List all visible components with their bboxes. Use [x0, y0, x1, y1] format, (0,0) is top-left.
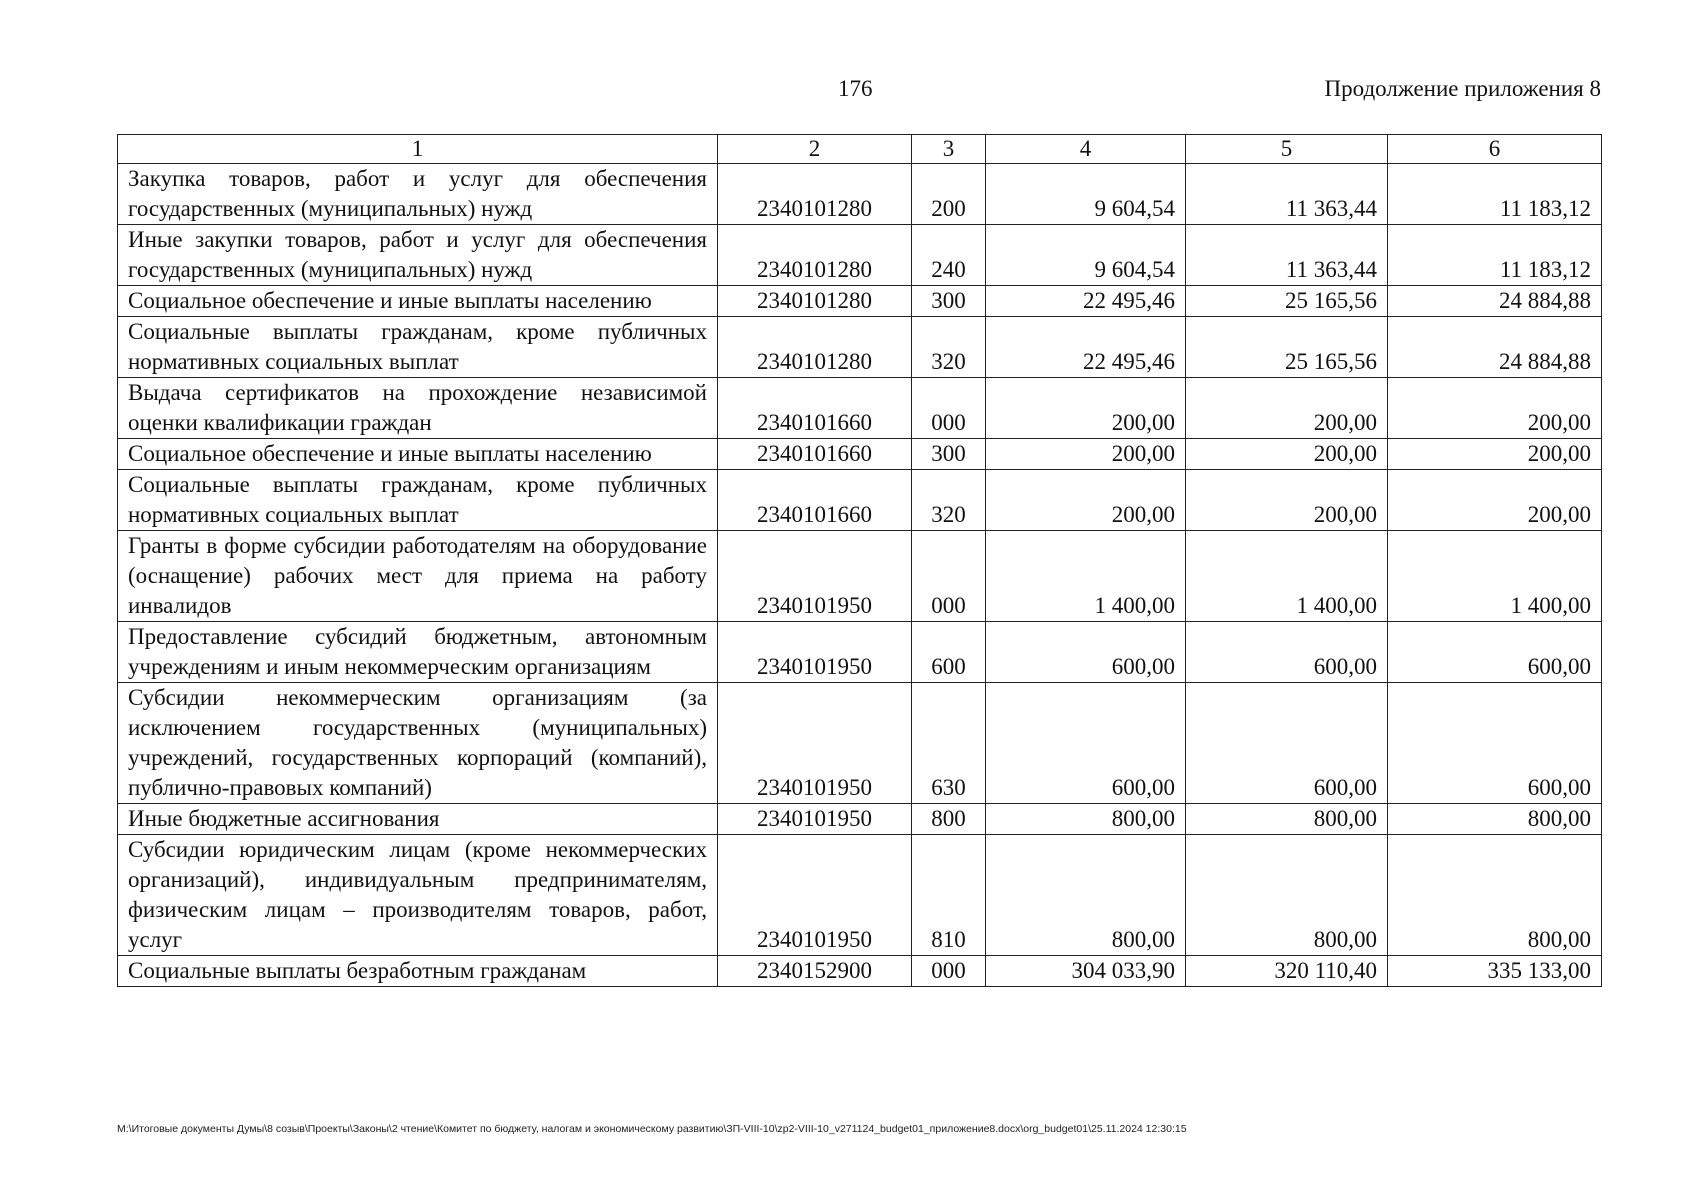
code-cell: 2340101280	[718, 225, 912, 286]
table-row	[118, 439, 1602, 470]
value-col5-cell: 11 363,44	[1186, 225, 1388, 286]
type-cell: 000	[912, 531, 986, 622]
value-col5-cell: 320 110,40	[1186, 956, 1388, 987]
table-row	[118, 835, 1602, 956]
value-col6-cell: 800,00	[1388, 835, 1602, 956]
table-row	[118, 804, 1602, 835]
name-cell: Социальные выплаты гражданам, кроме публичных нормативных социальных выплат	[118, 470, 718, 531]
type-cell: 630	[912, 683, 986, 804]
code-cell: 2340152900	[718, 956, 912, 987]
value-col4-cell: 600,00	[986, 683, 1186, 804]
budget-table	[117, 134, 1602, 987]
value-col6-cell: 800,00	[1388, 804, 1602, 835]
column-header: 5	[1186, 135, 1388, 164]
name-cell: Закупка товаров, работ и услуг для обеспечения государственных (муниципальных) нужд	[118, 164, 718, 225]
table-row	[118, 956, 1602, 987]
type-cell: 200	[912, 164, 986, 225]
code-cell: 2340101660	[718, 470, 912, 531]
table-body	[118, 164, 1602, 987]
name-cell: Гранты в форме субсидии работодателям на оборудование (оснащение) рабочих мест для приема на работу инвалидов	[118, 531, 718, 622]
value-col6-cell: 24 884,88	[1388, 317, 1602, 378]
value-col6-cell: 200,00	[1388, 470, 1602, 531]
value-col5-cell: 200,00	[1186, 470, 1388, 531]
code-cell: 2340101280	[718, 286, 912, 317]
code-cell: 2340101280	[718, 164, 912, 225]
type-cell: 320	[912, 470, 986, 531]
footer-file-path: M:\Итоговые документы Думы\8 созыв\Проекты\Законы\2 чтение\Комитет по бюджету, налогам и экономическому развитию\ЗП-VIII-10\zp2-VIII-10_v271124_budget01_приложение8.docx\org_budget01\25.11.2024 12:30:15	[117, 1123, 1187, 1135]
type-cell: 000	[912, 956, 986, 987]
type-cell: 000	[912, 378, 986, 439]
value-col6-cell: 24 884,88	[1388, 286, 1602, 317]
name-cell: Субсидии некоммерческим организациям (за исключением государственных (муниципальных) учреждений, государственных корпораций (компаний), публично-правовых компаний)	[118, 683, 718, 804]
value-col4-cell: 22 495,46	[986, 286, 1186, 317]
table-row	[118, 164, 1602, 225]
column-header: 2	[718, 135, 912, 164]
value-col5-cell: 200,00	[1186, 439, 1388, 470]
value-col6-cell: 335 133,00	[1388, 956, 1602, 987]
type-cell: 300	[912, 439, 986, 470]
value-col6-cell: 200,00	[1388, 439, 1602, 470]
code-cell: 2340101280	[718, 317, 912, 378]
continuation-label: Продолжение приложения 8	[1324, 76, 1601, 101]
type-cell: 800	[912, 804, 986, 835]
name-cell: Предоставление субсидий бюджетным, автономным учреждениям и иным некоммерческим организациям	[118, 622, 718, 683]
value-col4-cell: 600,00	[986, 622, 1186, 683]
value-col5-cell: 200,00	[1186, 378, 1388, 439]
type-cell: 300	[912, 286, 986, 317]
value-col4-cell: 200,00	[986, 470, 1186, 531]
value-col5-cell: 25 165,56	[1186, 317, 1388, 378]
value-col6-cell: 600,00	[1388, 683, 1602, 804]
column-header: 4	[986, 135, 1186, 164]
code-cell: 2340101950	[718, 531, 912, 622]
value-col6-cell: 11 183,12	[1388, 164, 1602, 225]
type-cell: 240	[912, 225, 986, 286]
column-header: 1	[118, 135, 718, 164]
type-cell: 600	[912, 622, 986, 683]
name-cell: Иные закупки товаров, работ и услуг для обеспечения государственных (муниципальных) нужд	[118, 225, 718, 286]
code-cell: 2340101660	[718, 378, 912, 439]
value-col5-cell: 800,00	[1186, 804, 1388, 835]
name-cell: Социальное обеспечение и иные выплаты населению	[118, 439, 718, 470]
value-col4-cell: 200,00	[986, 378, 1186, 439]
column-header: 3	[912, 135, 986, 164]
value-col5-cell: 600,00	[1186, 683, 1388, 804]
value-col5-cell: 11 363,44	[1186, 164, 1388, 225]
value-col4-cell: 200,00	[986, 439, 1186, 470]
page-number: 176	[838, 76, 873, 101]
type-cell: 320	[912, 317, 986, 378]
value-col4-cell: 800,00	[986, 804, 1186, 835]
name-cell: Социальные выплаты гражданам, кроме публичных нормативных социальных выплат	[118, 317, 718, 378]
type-cell: 810	[912, 835, 986, 956]
value-col5-cell: 600,00	[1186, 622, 1388, 683]
value-col6-cell: 600,00	[1388, 622, 1602, 683]
value-col5-cell: 1 400,00	[1186, 531, 1388, 622]
value-col4-cell: 800,00	[986, 835, 1186, 956]
value-col4-cell: 9 604,54	[986, 164, 1186, 225]
code-cell: 2340101950	[718, 683, 912, 804]
name-cell: Социальные выплаты безработным гражданам	[118, 956, 718, 987]
column-header: 6	[1388, 135, 1602, 164]
name-cell: Субсидии юридическим лицам (кроме некоммерческих организаций), индивидуальным предпринимателям, физическим лицам – производителям товаров, работ, услуг	[118, 835, 718, 956]
value-col5-cell: 800,00	[1186, 835, 1388, 956]
code-cell: 2340101950	[718, 622, 912, 683]
value-col6-cell: 11 183,12	[1388, 225, 1602, 286]
name-cell: Иные бюджетные ассигнования	[118, 804, 718, 835]
value-col4-cell: 1 400,00	[986, 531, 1186, 622]
table-row	[118, 286, 1602, 317]
value-col4-cell: 22 495,46	[986, 317, 1186, 378]
value-col4-cell: 304 033,90	[986, 956, 1186, 987]
table-row	[118, 622, 1602, 683]
name-cell: Выдача сертификатов на прохождение независимой оценки квалификации граждан	[118, 378, 718, 439]
table-row	[118, 378, 1602, 439]
value-col5-cell: 25 165,56	[1186, 286, 1388, 317]
name-cell: Социальное обеспечение и иные выплаты населению	[118, 286, 718, 317]
value-col6-cell: 1 400,00	[1388, 531, 1602, 622]
table-row	[118, 470, 1602, 531]
value-col4-cell: 9 604,54	[986, 225, 1186, 286]
header-row	[118, 135, 1602, 164]
code-cell: 2340101950	[718, 804, 912, 835]
table-row	[118, 683, 1602, 804]
code-cell: 2340101660	[718, 439, 912, 470]
table-row	[118, 317, 1602, 378]
table-row	[118, 531, 1602, 622]
table-row	[118, 225, 1602, 286]
code-cell: 2340101950	[718, 835, 912, 956]
value-col6-cell: 200,00	[1388, 378, 1602, 439]
